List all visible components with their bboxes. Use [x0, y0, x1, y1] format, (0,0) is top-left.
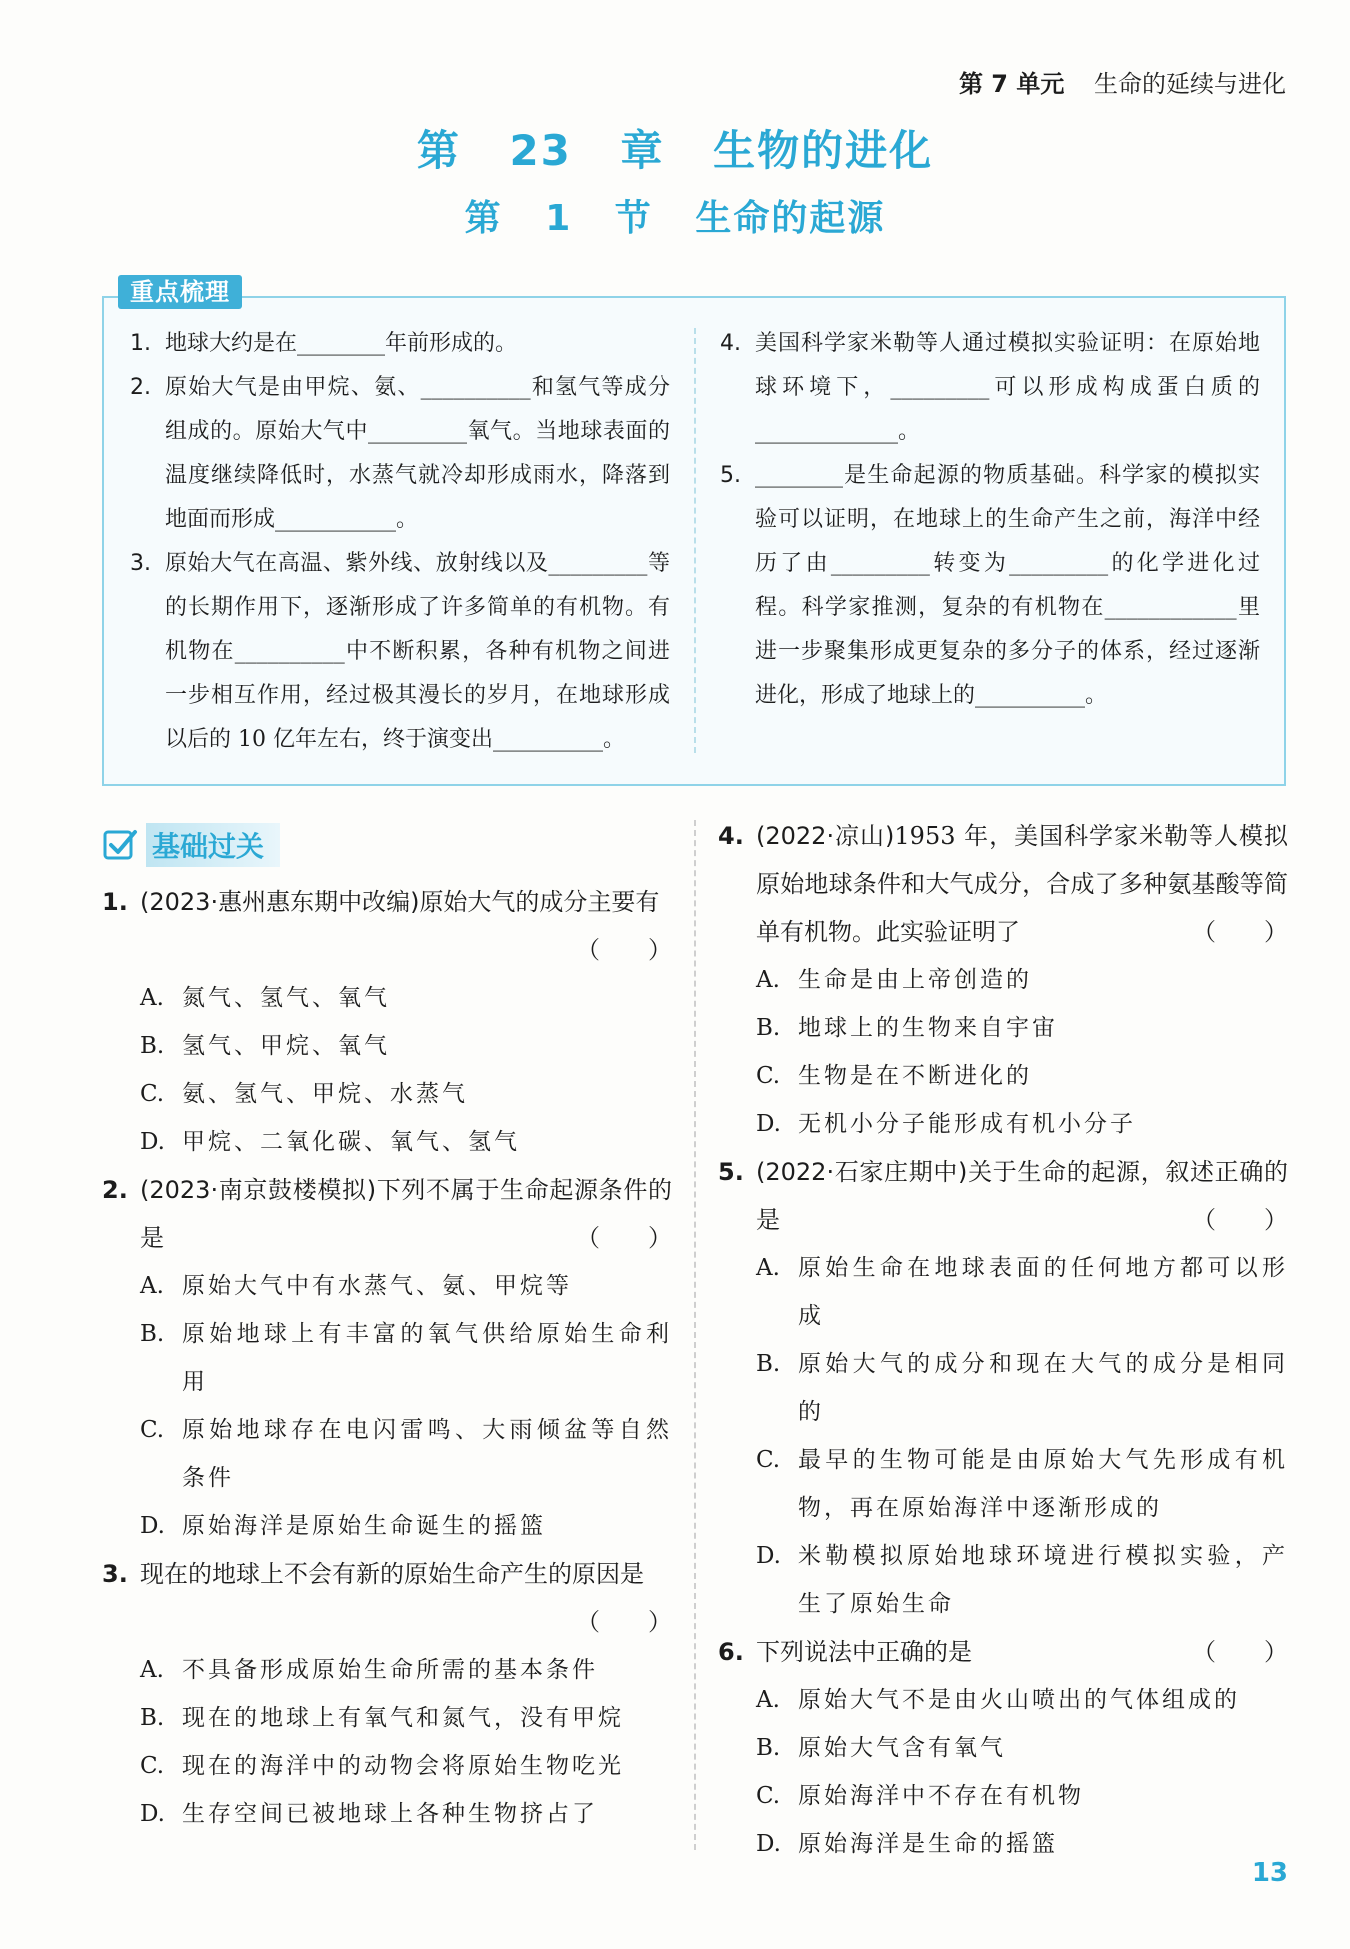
- option-text: 氮气、氢气、氧气: [182, 985, 390, 1011]
- option[interactable]: [718, 1724, 1288, 1772]
- questions-right-column: [718, 812, 1288, 1868]
- review-item: [720, 322, 1260, 454]
- option[interactable]: [718, 1532, 1288, 1628]
- question-number: 5.: [718, 1158, 744, 1186]
- question-number: 3.: [102, 1560, 128, 1588]
- question-stem: 下列不属于生命起源条件的是: [140, 1176, 672, 1252]
- option-letter: C.: [756, 1447, 781, 1473]
- question-number: 1.: [102, 888, 128, 916]
- review-item-text: 地球大约是在________年前形成的。: [165, 331, 518, 356]
- option[interactable]: [102, 1502, 672, 1550]
- option[interactable]: [718, 1052, 1288, 1100]
- option[interactable]: [102, 1406, 672, 1502]
- questions-left-column: [102, 878, 672, 1838]
- review-item-text: ________是生命起源的物质基础。科学家的模拟实验可以证明，在地球上的生命产生之前，海洋中经历了由_________转变为_________的化学进化过程。科学家推测，复杂的有机物在____________里进一步聚集形成更复杂的多分子的体系，经过逐渐进化，形成了地球上的__________。: [755, 463, 1260, 708]
- option-letter: D.: [756, 1543, 781, 1569]
- option-letter: D.: [756, 1831, 781, 1857]
- answer-blank[interactable]: （ ）: [1192, 1638, 1288, 1666]
- review-item: [130, 322, 670, 366]
- review-tab: 重点梳理: [118, 275, 242, 309]
- option-text: 生物是在不断进化的: [798, 1063, 1032, 1089]
- review-item: [130, 542, 670, 762]
- question-stem: 现在的地球上不会有新的原始生命产生的原因是: [140, 1560, 644, 1588]
- option-text: 氨、氢气、甲烷、水蒸气: [182, 1081, 468, 1107]
- page-number: 13: [1251, 1858, 1288, 1888]
- question-number: 4.: [718, 822, 744, 850]
- option-text: 原始海洋是原始生命诞生的摇篮: [182, 1513, 546, 1539]
- question-1: [102, 878, 672, 974]
- question-5: [718, 1148, 1288, 1244]
- option[interactable]: [718, 1340, 1288, 1436]
- review-item-number: 4.: [720, 331, 741, 356]
- review-item-number: 5.: [720, 463, 741, 488]
- option[interactable]: [102, 1310, 672, 1406]
- option-letter: B.: [140, 1705, 165, 1731]
- option-text: 甲烷、二氧化碳、氧气、氢气: [182, 1129, 520, 1155]
- option[interactable]: [718, 1100, 1288, 1148]
- question-text: [756, 1628, 1288, 1676]
- option-text: 不具备形成原始生命所需的基本条件: [182, 1657, 598, 1683]
- question-text: [756, 1148, 1288, 1244]
- question-source: (2023·南京鼓楼模拟): [140, 1176, 377, 1204]
- option-letter: B.: [140, 1321, 165, 1347]
- option-text: 原始大气中有水蒸气、氨、甲烷等: [182, 1273, 572, 1299]
- review-item: [720, 454, 1260, 718]
- review-item-number: 3.: [130, 551, 151, 576]
- option-letter: A.: [756, 967, 780, 993]
- option-text: 原始地球上有丰富的氧气供给原始生命利用: [182, 1321, 672, 1395]
- question-text: [140, 1550, 672, 1646]
- option-text: 地球上的生物来自宇宙: [798, 1015, 1058, 1041]
- option-text: 原始大气不是由火山喷出的气体组成的: [798, 1687, 1240, 1713]
- question-text: [140, 1166, 672, 1262]
- review-item-number: 2.: [130, 375, 151, 400]
- option[interactable]: [102, 1694, 672, 1742]
- option[interactable]: [102, 1022, 672, 1070]
- option[interactable]: [102, 1790, 672, 1838]
- option-text: 原始大气的成分和现在大气的成分是相同的: [798, 1351, 1288, 1425]
- option-text: 生命是由上帝创造的: [798, 967, 1032, 993]
- option[interactable]: [718, 1772, 1288, 1820]
- option-letter: D.: [140, 1801, 165, 1827]
- question-4: [718, 812, 1288, 956]
- option-letter: B.: [756, 1351, 781, 1377]
- unit-header: [959, 64, 1286, 99]
- option[interactable]: [718, 1820, 1288, 1868]
- answer-blank[interactable]: （ ）: [576, 936, 672, 964]
- option[interactable]: [718, 1244, 1288, 1340]
- option[interactable]: [718, 956, 1288, 1004]
- answer-blank[interactable]: （ ）: [576, 1608, 672, 1636]
- question-2: [102, 1166, 672, 1262]
- option[interactable]: [102, 1262, 672, 1310]
- option[interactable]: [102, 1646, 672, 1694]
- option-letter: A.: [756, 1255, 780, 1281]
- question-stem: 关于生命的起源，叙述正确的是: [756, 1158, 1289, 1234]
- chapter-title: 第 23 章 生物的进化: [416, 126, 934, 175]
- option-text: 生存空间已被地球上各种生物挤占了: [182, 1801, 598, 1827]
- option-text: 氢气、甲烷、氧气: [182, 1033, 390, 1059]
- option-letter: C.: [140, 1081, 165, 1107]
- option-text: 米勒模拟原始地球环境进行模拟实验，产生了原始生命: [798, 1543, 1288, 1617]
- question-source: (2023·惠州惠东期中改编): [140, 888, 420, 916]
- option-text: 原始地球存在电闪雷鸣、大雨倾盆等自然条件: [182, 1417, 672, 1491]
- option-text: 原始海洋中不存在有机物: [798, 1783, 1084, 1809]
- option-letter: C.: [140, 1417, 165, 1443]
- question-stem: 原始大气的成分主要有: [419, 888, 660, 916]
- question-3: [102, 1550, 672, 1646]
- review-item-text: 原始大气是由甲烷、氨、__________和氢气等成分组成的。原始大气中_________氧气。当地球表面的温度继续降低时，水蒸气就冷却形成雨水，降落到地面而形成___________。: [165, 375, 670, 532]
- unit-number: 第 7 单元: [958, 70, 1065, 98]
- option-text: 现在的海洋中的动物会将原始生物吃光: [182, 1753, 624, 1779]
- review-item: [130, 366, 670, 542]
- option-letter: A.: [140, 1273, 164, 1299]
- option-letter: A.: [140, 1657, 164, 1683]
- question-stem: 1953 年，美国科学家米勒等人模拟原始地球条件和大气成分，合成了多种氨基酸等简单有机物。此实验证明了: [756, 822, 1288, 946]
- option-letter: C.: [756, 1063, 781, 1089]
- question-6: [718, 1628, 1288, 1676]
- question-source: (2022·石家庄期中): [756, 1158, 968, 1186]
- review-right-column: [720, 322, 1260, 718]
- option[interactable]: [718, 1436, 1288, 1532]
- option-letter: D.: [140, 1129, 165, 1155]
- option[interactable]: [102, 1070, 672, 1118]
- section-title: 第 1 节 生命的起源: [464, 198, 886, 239]
- option-text: 现在的地球上有氧气和氮气，没有甲烷: [182, 1705, 624, 1731]
- unit-name: 生命的延续与进化: [1094, 70, 1286, 98]
- review-divider: [694, 328, 696, 753]
- answer-blank[interactable]: （ ）: [1192, 1206, 1288, 1234]
- option-text: 原始大气含有氧气: [798, 1735, 1006, 1761]
- option-letter: C.: [140, 1753, 165, 1779]
- question-text: [140, 878, 672, 974]
- basic-section-header: [102, 823, 280, 867]
- option-text: 原始海洋是生命的摇篮: [798, 1831, 1058, 1857]
- option-letter: A.: [140, 985, 164, 1011]
- checkbox-icon: [102, 827, 138, 863]
- option[interactable]: [102, 1118, 672, 1166]
- option[interactable]: [102, 974, 672, 1022]
- review-item-number: 1.: [130, 331, 151, 356]
- question-number: 6.: [718, 1638, 744, 1666]
- option-letter: B.: [756, 1735, 781, 1761]
- option-text: 原始生命在地球表面的任何地方都可以形成: [798, 1255, 1288, 1329]
- column-divider: [694, 820, 696, 1850]
- option[interactable]: [718, 1004, 1288, 1052]
- basic-section-label: 基础过关: [146, 823, 280, 867]
- option-letter: A.: [756, 1687, 780, 1713]
- option-text: 无机小分子能形成有机小分子: [798, 1111, 1136, 1137]
- answer-blank[interactable]: （ ）: [1192, 918, 1288, 946]
- option-letter: B.: [140, 1033, 165, 1059]
- option-letter: D.: [756, 1111, 781, 1137]
- question-text: [756, 812, 1288, 956]
- question-stem: 下列说法中正确的是: [756, 1638, 972, 1666]
- review-item-text: 美国科学家米勒等人通过模拟实验证明：在原始地球环境下，_________可以形成构成蛋白质的_____________。: [755, 331, 1260, 444]
- question-source: (2022·凉山): [756, 822, 895, 850]
- option-letter: D.: [140, 1513, 165, 1539]
- option[interactable]: [718, 1676, 1288, 1724]
- option-letter: C.: [756, 1783, 781, 1809]
- review-left-column: [130, 322, 670, 762]
- option-text: 最早的生物可能是由原始大气先形成有机物，再在原始海洋中逐渐形成的: [798, 1447, 1288, 1521]
- option[interactable]: [102, 1742, 672, 1790]
- question-number: 2.: [102, 1176, 128, 1204]
- review-item-text: 原始大气在高温、紫外线、放射线以及_________等的长期作用下，逐渐形成了许多简单的有机物。有机物在__________中不断积累，各种有机物之间进一步相互作用，经过极其漫长的岁月，在地球形成以后的 10 亿年左右，终于演变出__________。: [165, 551, 670, 752]
- answer-blank[interactable]: （ ）: [576, 1224, 672, 1252]
- option-letter: B.: [756, 1015, 781, 1041]
